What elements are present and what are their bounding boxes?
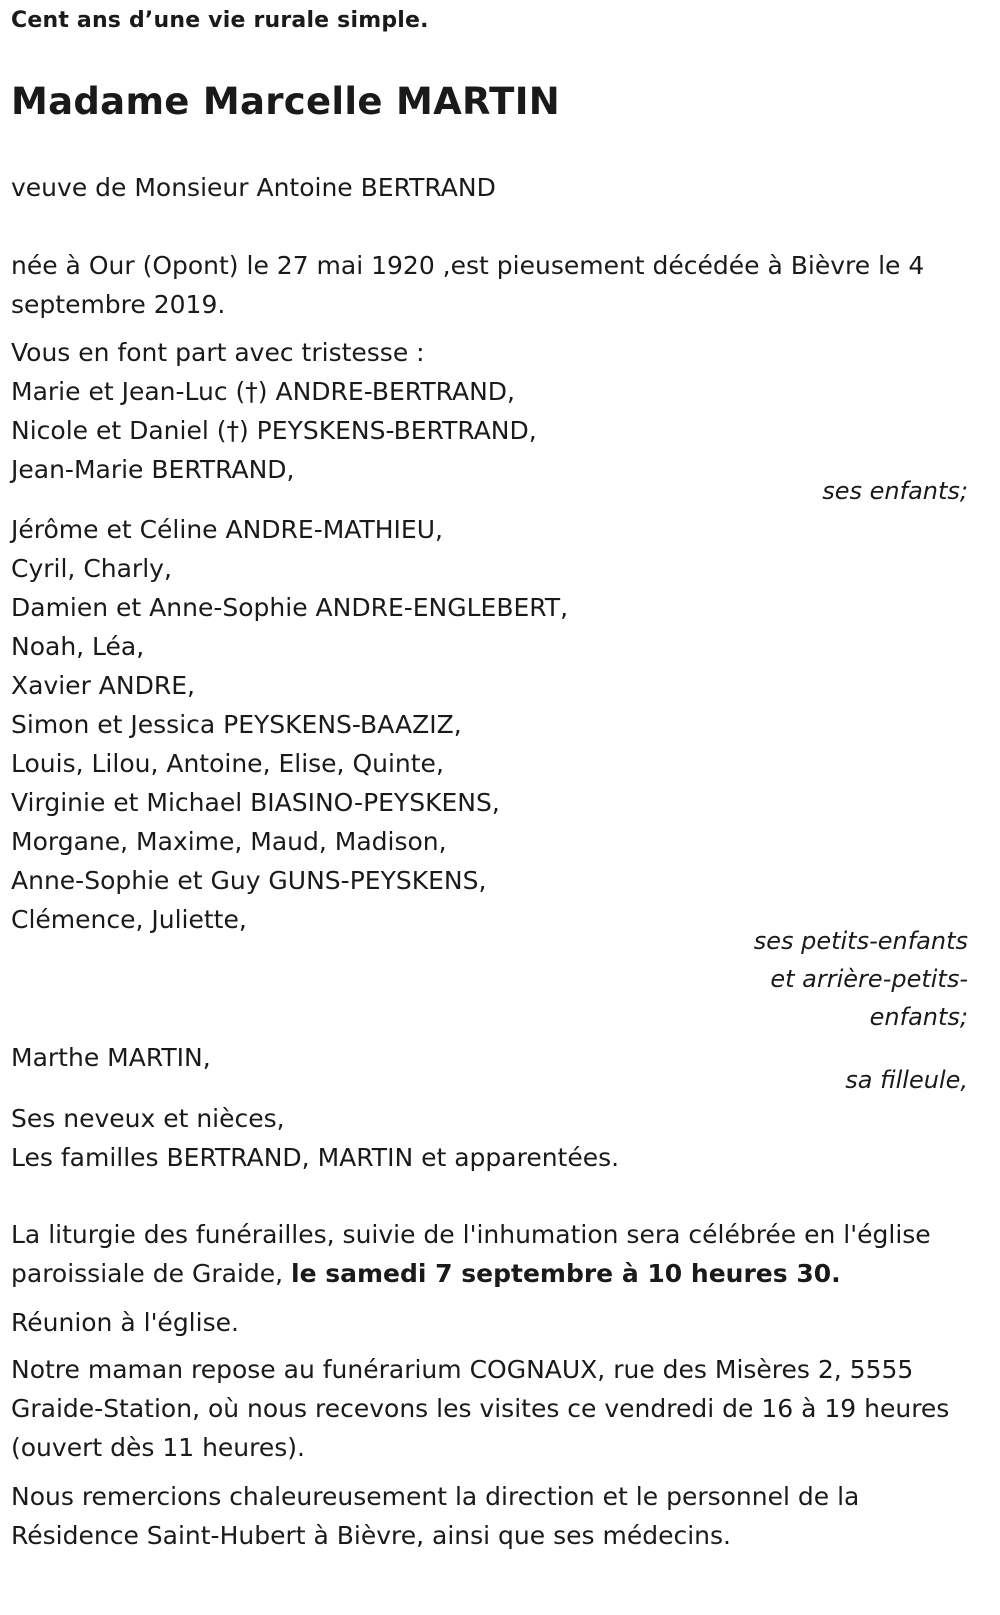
grandchild-entry: Louis, Lilou, Antoine, Elise, Quinte, [11,749,444,778]
grandchildren-role [748,922,968,1036]
grandchildren-block [11,510,968,939]
grandchild-entry: Virginie et Michael BIASINO-PEYSKENS, [11,788,500,817]
goddaughter-role: sa filleule, [845,1066,968,1094]
goddaughter-entry: Marthe MARTIN, [11,1043,211,1072]
child-entry: Jean-Marie BERTRAND, [11,455,295,484]
child-entry: Marie et Jean-Luc (†) ANDRE-BERTRAND, [11,377,515,406]
others-entry: Les familles BERTRAND, MARTIN et apparentées. [11,1143,620,1172]
grandchild-entry: Jérôme et Céline ANDRE-MATHIEU, [11,515,443,544]
deceased-name: Madame Marcelle MARTIN [11,80,561,123]
grandchild-entry: Morgane, Maxime, Maud, Madison, [11,827,447,856]
grandchild-entry: Noah, Léa, [11,632,145,661]
headline: Cent ans d’une vie rurale simple. [11,8,429,33]
grandchild-entry: Anne-Sophie et Guy GUNS-PEYSKENS, [11,866,487,895]
birth-death-text: née à Our (Opont) le 27 mai 1920 ,est pieusement décédée à Bièvre le 4 septembre 2019. [11,251,925,319]
grandchild-entry: Cyril, Charly, [11,554,172,583]
grandchildren-role-line: enfants; [869,1003,968,1031]
others-entry: Ses neveux et nièces, [11,1104,285,1133]
ceremony-date: le samedi 7 septembre à 10 heures 30. [291,1259,841,1288]
family-intro: Vous en font part avec tristesse : [11,338,425,367]
grandchild-entry: Damien et Anne-Sophie ANDRE-ENGLEBERT, [11,593,569,622]
funerarium-text: Notre maman repose au funérarium COGNAUX, rue des Misères 2, 5555 Graide-Station, où nous recevons les visites ce vendredi de 16 à 19 heures (ouvert dès 11 heures). [11,1355,950,1462]
grandchild-entry: Clémence, Juliette, [11,905,247,934]
spouse-line: veuve de Monsieur Antoine BERTRAND [11,173,496,202]
ceremony-description: La liturgie des funérailles, suivie de l'inhumation sera célébrée en l'église paroissiale de Graide, [11,1220,931,1288]
grandchild-entry: Xavier ANDRE, [11,671,195,700]
thanks-text: Nous remercions chaleureusement la direction et le personnel de la Résidence Saint-Hubert à Bièvre, ainsi que ses médecins. [11,1482,860,1550]
children-block [11,333,968,489]
others-block [11,1099,968,1177]
children-role: ses enfants; [822,477,968,505]
grandchild-entry: Simon et Jessica PEYSKENS-BAAZIZ, [11,710,462,739]
meeting-text: Réunion à l'église. [11,1308,239,1337]
grandchildren-role-line: ses petits-enfants [753,927,968,955]
child-entry: Nicole et Daniel (†) PEYSKENS-BERTRAND, [11,416,537,445]
grandchildren-role-line: et arrière-petits- [770,965,968,993]
ceremony-text [11,1215,968,1293]
